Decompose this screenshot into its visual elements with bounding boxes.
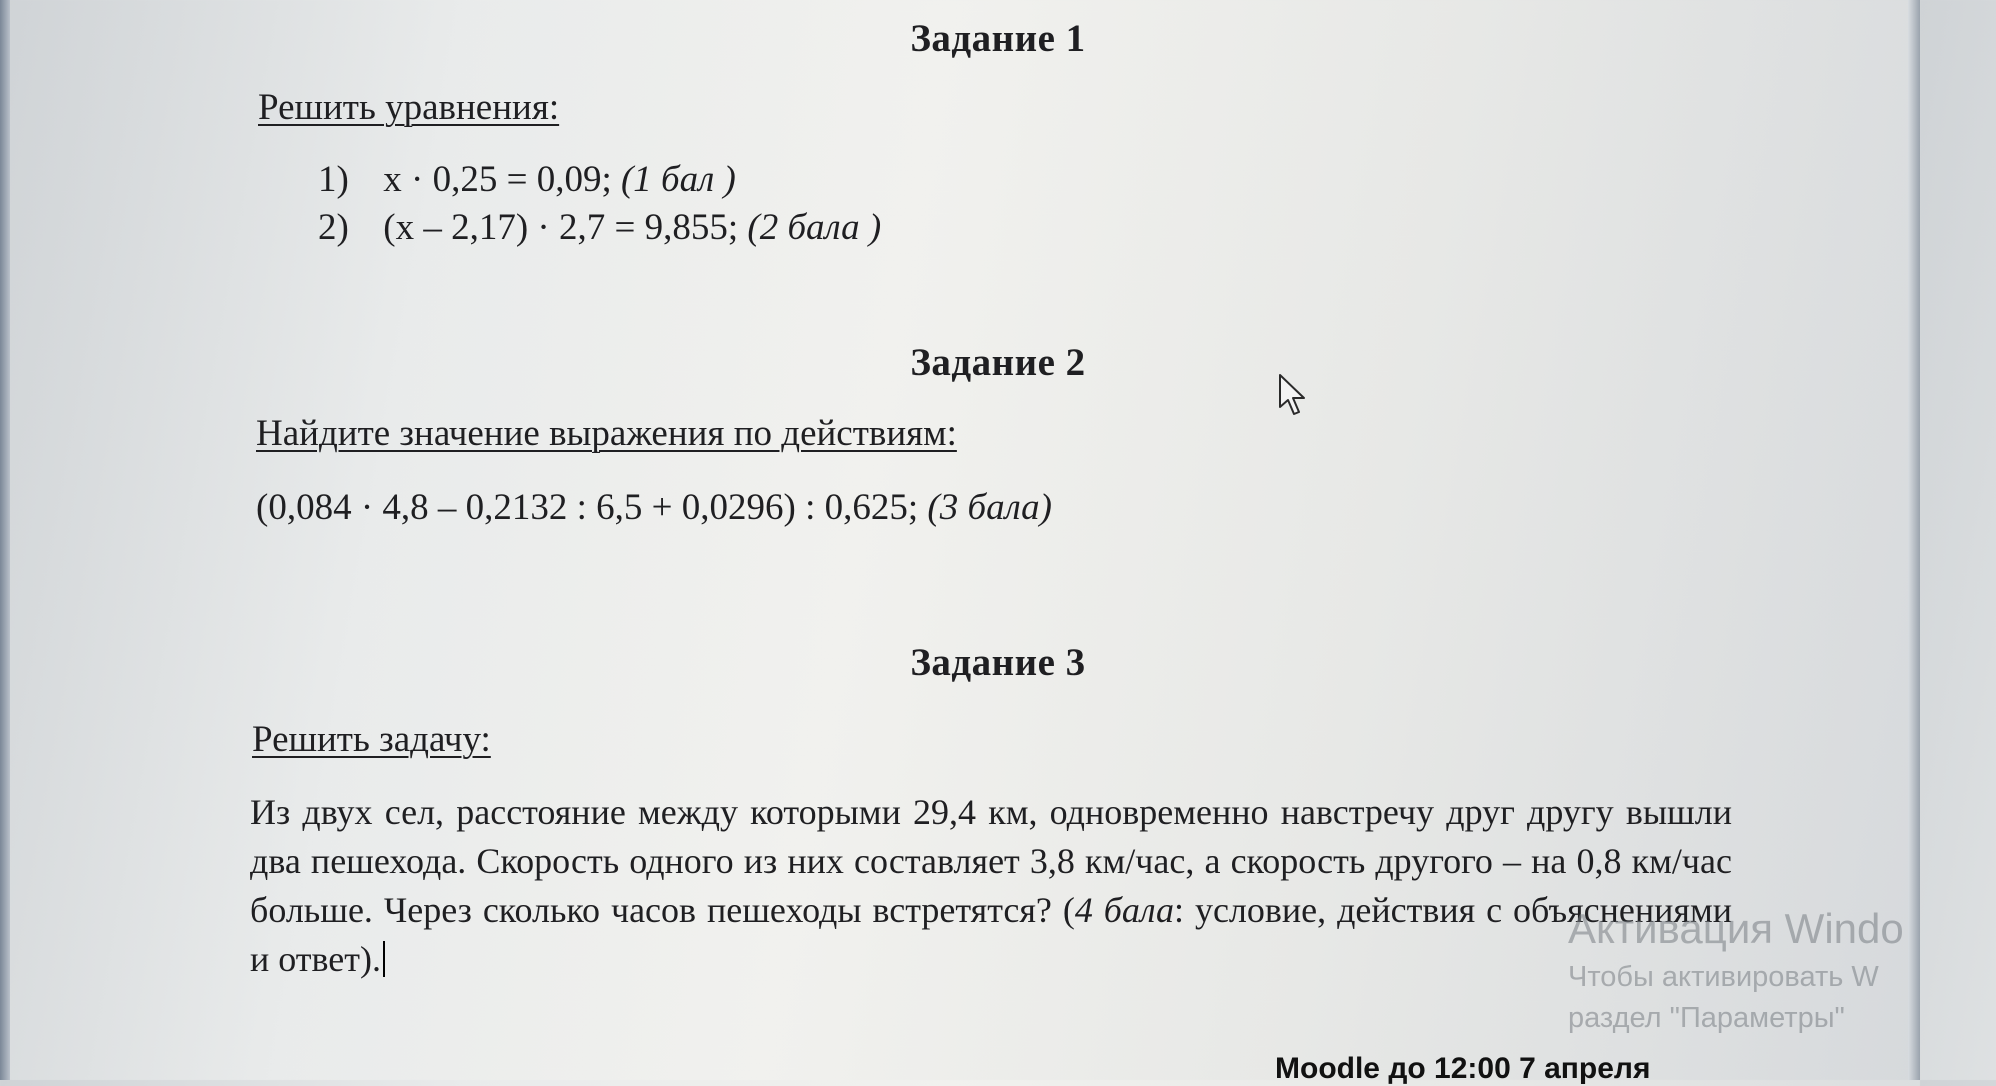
task2-title: Задание 2 xyxy=(910,341,1086,384)
task2-expression-line xyxy=(256,486,1052,529)
windows-activation-watermark xyxy=(1568,905,1904,1035)
problem-points: 4 бала xyxy=(1074,890,1175,930)
task1-equation-2 xyxy=(318,206,881,249)
task3-problem-text[interactable] xyxy=(250,788,1732,984)
equation-points: (1 бал ) xyxy=(620,159,736,200)
task2-instruction: Найдите значение выражения по действиям: xyxy=(256,413,957,454)
screen-left-bezel xyxy=(0,0,10,1080)
task2-points: (3 бала) xyxy=(927,487,1053,528)
task1-equation-1 xyxy=(318,158,736,201)
mouse-pointer-icon xyxy=(1278,373,1310,417)
problem-text-end: : условие, действия с объяснениями и ответ). xyxy=(250,890,1732,979)
bottom-cutoff-strip xyxy=(0,1052,1920,1085)
screen-right-bezel xyxy=(1908,0,1920,1080)
task2-expression: (0,084 · 4,8 – 0,2132 : 6,5 + 0,0296) : 0,625; xyxy=(256,487,919,528)
text-cursor xyxy=(383,941,385,977)
problem-text-main: Из двух сел, расстояние между которыми 29,4 км, одновременно навстречу друг другу вышли два пешехода. Скорость одного из них составляет 3,8 км/час, а скорость другого – на 0,8 км/час больше. Через сколько часов пешеходы встретятся? ( xyxy=(250,792,1732,930)
task1-instruction: Решить уравнения: xyxy=(258,87,560,128)
equation-points: (2 бала ) xyxy=(747,207,882,248)
equation-expression: x · 0,25 = 0,09; xyxy=(383,159,612,200)
equation-number: 1) xyxy=(318,159,349,200)
activation-title: Активация Windo xyxy=(1568,905,1904,952)
activation-line-2: раздел "Параметры" xyxy=(1568,1002,1845,1034)
task3-instruction: Решить задачу: xyxy=(252,719,491,760)
equation-expression: (x – 2,17) · 2,7 = 9,855; xyxy=(383,207,739,248)
equation-number: 2) xyxy=(318,207,349,248)
activation-line-1: Чтобы активировать W xyxy=(1568,961,1879,993)
task1-title: Задание 1 xyxy=(910,17,1086,60)
task3-title: Задание 3 xyxy=(910,641,1086,684)
bottom-deadline-text: Moodle до 12:00 7 апреля xyxy=(1275,1052,1651,1085)
